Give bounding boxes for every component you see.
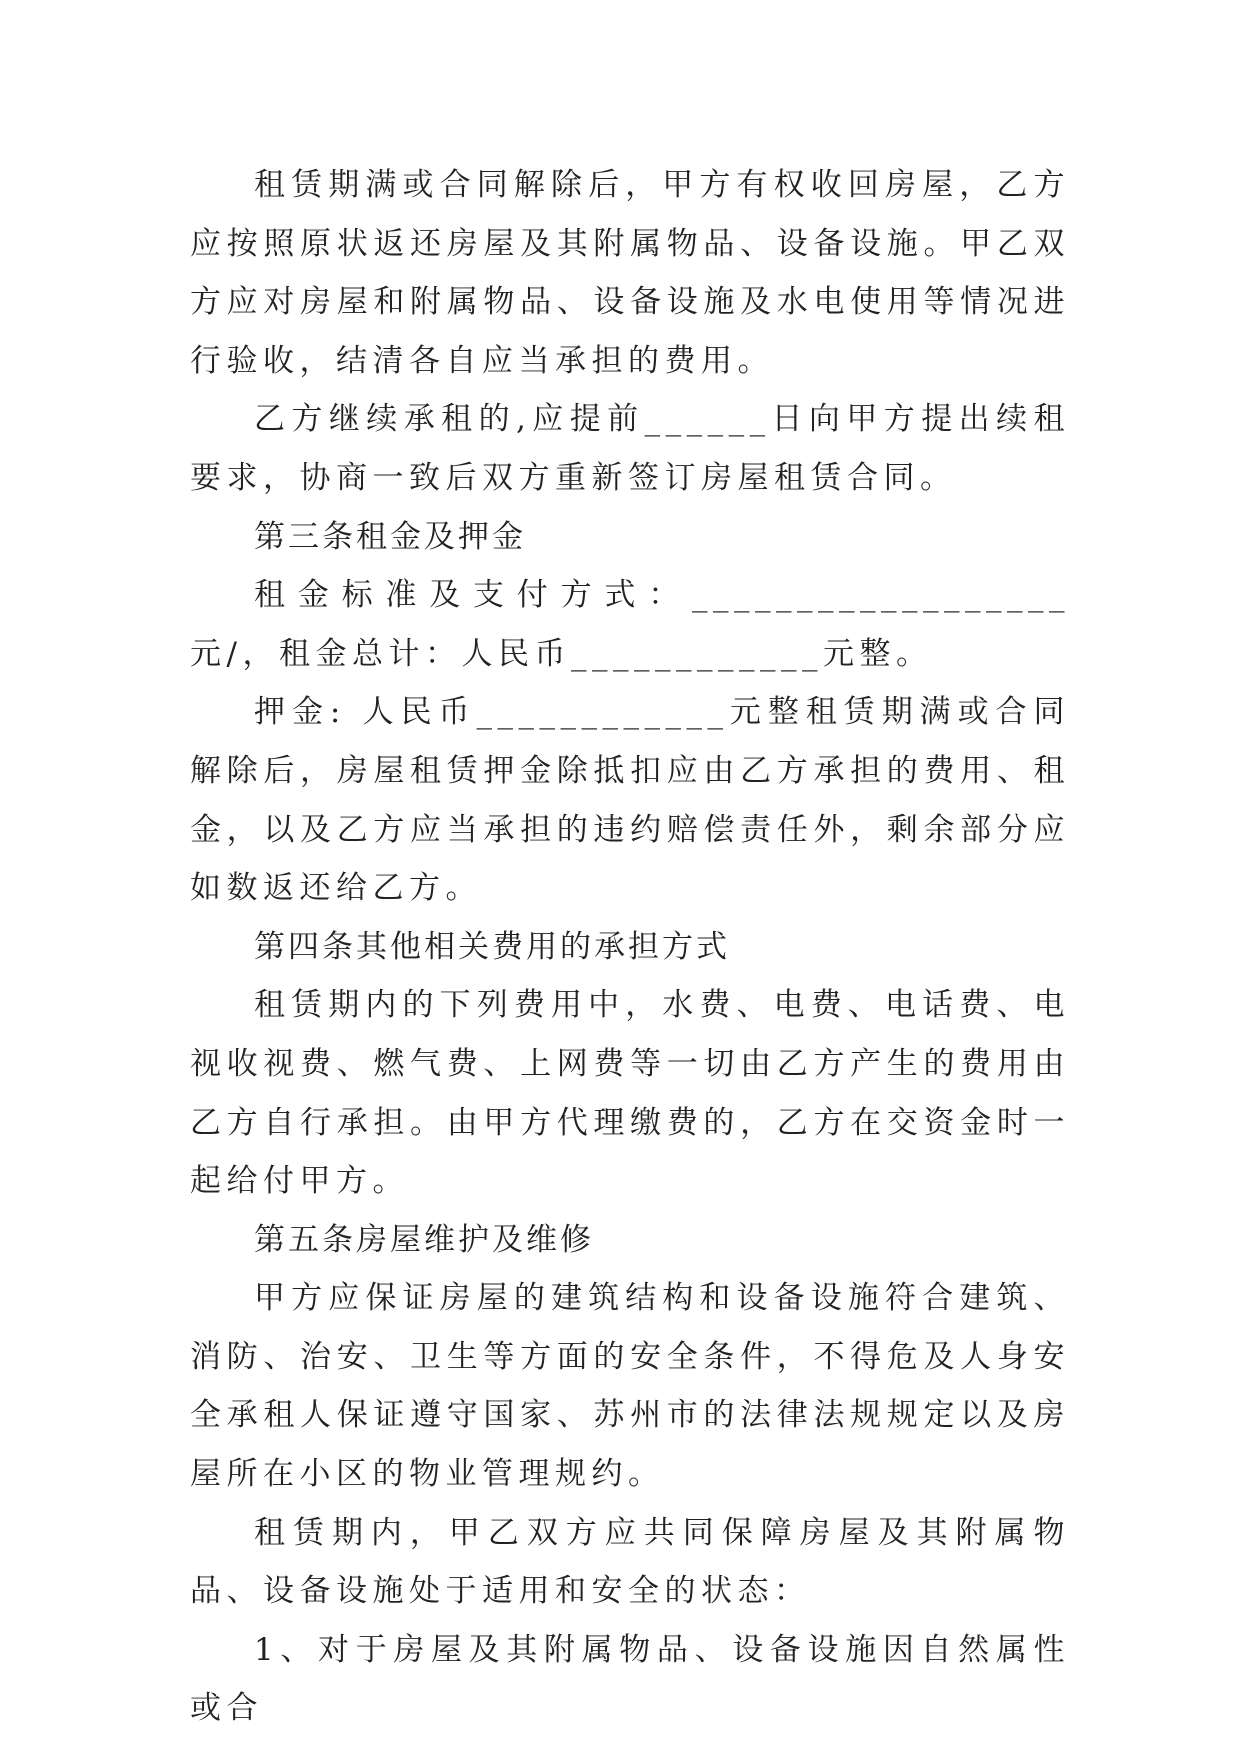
section-heading-article-5: 第五条房屋维护及维修 — [254, 1221, 594, 1258]
paragraph-return-of-premises: 租赁期满或合同解除后，甲方有权收回房屋，乙方应按照原状返还房屋及其附属物品、设备设施。甲乙双方应对房屋和附属物品、设备设施及水电使用等情况进行验收，结清各自应当承担的费用。 — [190, 167, 1070, 379]
paragraph-lease-renewal: 乙方继续承租的,应提前______日向甲方提出续租要求，协商一致后双方重新签订房屋租赁合同。 — [190, 401, 1070, 496]
paragraph-deposit: 押金: 人民币____________元整租赁期满或合同解除后，房屋租赁押金除抵扣应由乙方承担的费用、租金，以及乙方应当承担的违约赔偿责任外，剩余部分应如数返还给乙方。 — [190, 694, 1070, 907]
paragraph-joint-maintenance: 租赁期内，甲乙双方应共同保障房屋及其附属物品、设备设施处于适用和安全的状态： — [190, 1514, 1070, 1610]
paragraph-other-fees: 租赁期内的下列费用中，水费、电费、电话费、电视收视费、燃气费、上网费等一切由乙方产生的费用由乙方自行承担。由甲方代理缴费的，乙方在交资金时一起给付甲方。 — [190, 987, 1070, 1200]
paragraph-safety-obligations: 甲方应保证房屋的建筑结构和设备设施符合建筑、消防、治安、卫生等方面的安全条件，不得危及人身安全承租人保证遵守国家、苏州市的法律法规规定以及房屋所在小区的物业管理规约。 — [190, 1280, 1070, 1493]
section-heading-article-4: 第四条其他相关费用的承担方式 — [254, 928, 730, 965]
paragraph-rent-standard: 租金标准及支付方式：__________________元/，租金总计：人民币____________元整。 — [190, 577, 1070, 672]
section-heading-article-3: 第三条租金及押金 — [254, 518, 526, 555]
document-body — [190, 156, 1070, 1738]
paragraph-item-1: 1、对于房屋及其附属物品、设备设施因自然属性或合 — [190, 1631, 1070, 1727]
